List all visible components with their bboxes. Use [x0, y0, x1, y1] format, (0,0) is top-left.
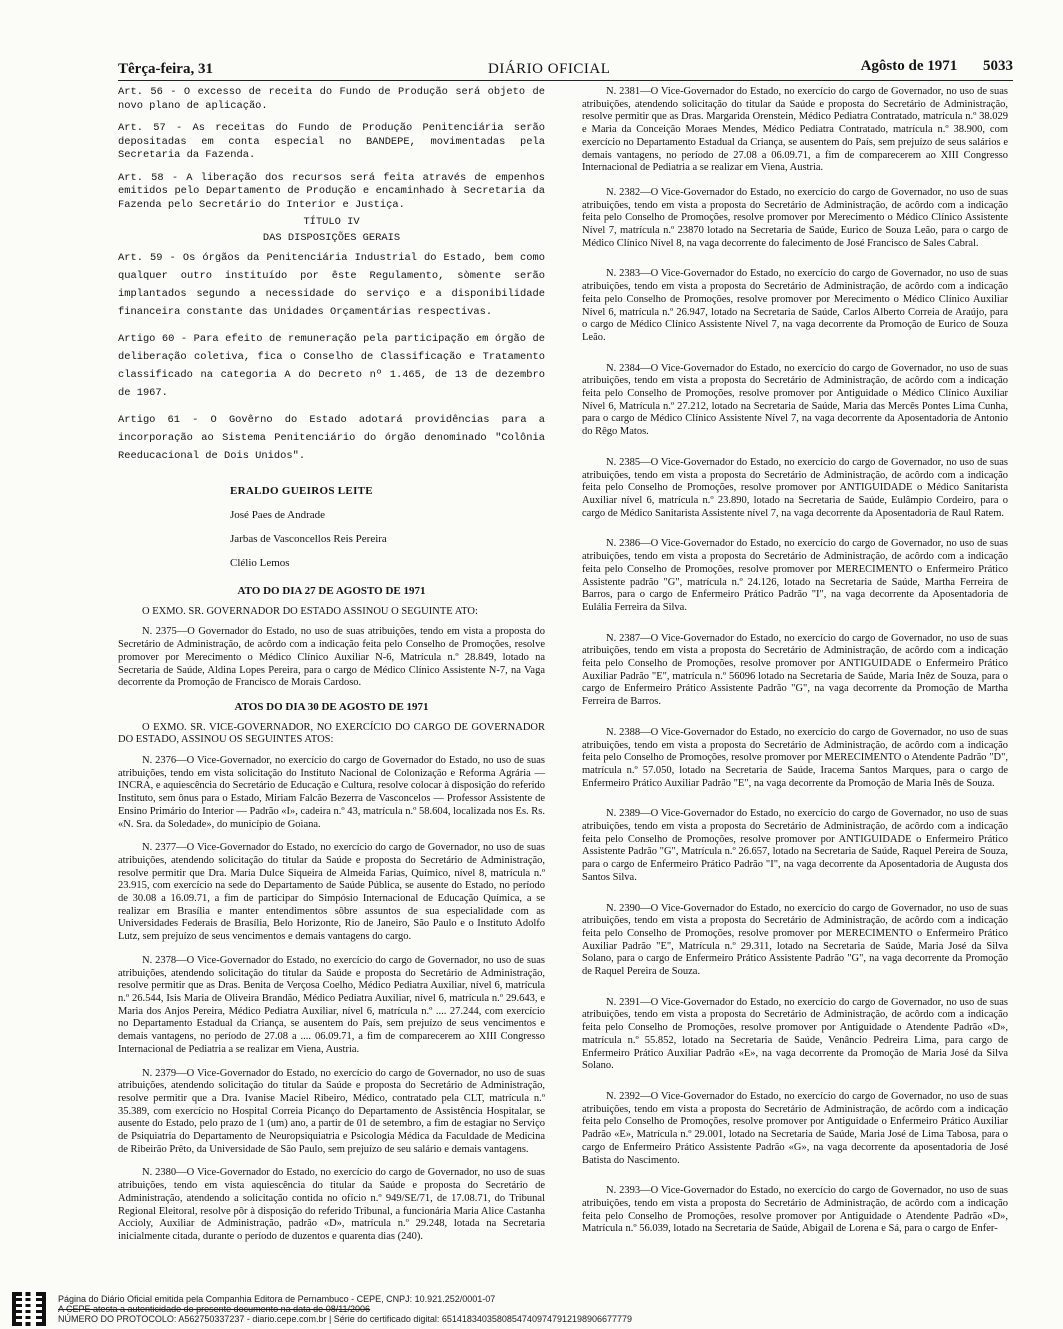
article-61: Artigo 61 - O Govêrno do Estado adotará providências para a incorporação ao Sistema Penitenciário do órgão denominado "Colônia Reeducacional de Dois Unidos".	[118, 414, 545, 462]
act-2387: N. 2387—O Vice-Governador do Estado, no exercício do cargo de Governador, no uso de suas atribuições, tendo em vista a proposta do Secretário de Administração, de acôrdo com a indicação feita pelo Conselho de Promoções, resolve promover por ANTIGUIDADE o Enfermeiro Prático Auxiliar Padrão "E", matrícula n.º 56096 lotado na Secretaria de Saúde, Maria Inêz de Souza, para o cargo de Enfermeiro Prático Assistente Padrão "G", na vaga decorrente da Promoção de Martha Ferreira de Barros.	[582, 632, 1008, 708]
act-2376: N. 2376—O Vice-Governador, no exercício do cargo de Governador do Estado, no uso de suas atribuições, tendo em vista solicitação do Instituto Nacional de Colonização e Reforma Agrária — INCRA, e aquiescência do Secretário de Educação e Cultura, resolve colocar à disposição do referido Instituto, sem ônus para o Estado, Miriam Falcão Bezerra de Vasconcelos — Professor Assistente de Ensino Primário do Interior — Padrão «I», cadeira n.º 43, matrícula n.º 58.604, localizada nos Es. Rs. «N. Sra. da Soledade», do município de Goiana.	[118, 755, 545, 830]
title-iv: TÍTULO IV	[303, 216, 360, 228]
signature-governor: ERALDO GUEIROS LEITE	[230, 485, 373, 497]
issue-date: Agôsto de 1971	[860, 58, 958, 74]
heading-acts-30: ATOS DO DIA 30 DE AGOSTO DE 1971	[234, 700, 429, 713]
page-header	[118, 58, 1013, 80]
act-2384: N. 2384—O Vice-Governador do Estado, no exercício do cargo de Governador, no uso de suas atribuições, tendo em vista a proposta do Secretário de Administração, de acôrdo com a indicação feita pelo Conselho de Promoções, resolve promover por Antiguidade o Médico Clínico Auxiliar Nível 6, Matrícula n.º 27.212, lotado na Secretaria de Saúde, Maria das Mercês Pontes Lima Cunha, para o cargo de Médico Clínico Assistente Nível 7, na vaga decorrente da Aposentadoria de Antonio do Rêgo Matos.	[582, 362, 1008, 438]
act-2388: N. 2388—O Vice-Governador do Estado, no exercício do cargo de Governador, no uso de suas atribuições, tendo em vista a proposta do Secretário de Administração, de acôrdo com a indicação feita pelo Conselho de Promoções, resolve promover por MERECIMENTO o Atendente Padrão "D", matrícula n.º 57.050, lotado na Secretaria de Saúde, Iracema Santos Marques, para o cargo de Enfermeiro Prático Auxiliar Padrão "E", na vaga decorrente da Promoção de Maria Inês de Souza.	[582, 726, 1008, 789]
weekday-label: Têrça-feira, 31	[118, 61, 213, 77]
act-2391: N. 2391—O Vice-Governador do Estado, no exercício do cargo de Governador, no uso de suas atribuições, tendo em vista a proposta do Secretário de Administração, de acôrdo com a indicação feita pelo Conselho de Promoções, resolve promover por Antiguidade o Atendente Padrão «D», matrícula n.º 55.852, lotado na Secretaria de Saúde, Venâncio Pedreira Lima, para cargo de Enfermeiro Prático Auxiliar Padrão «E», na vaga decorrente da Promoção de Maria José da Silva Solano.	[582, 996, 1008, 1072]
act-2385: N. 2385—O Vice-Governador do Estado, no exercício do cargo de Governador, no uso de suas atribuições, tendo em vista a proposta do Secretário de Administração, de acôrdo com a indicação feita pelo Conselho de Promoções, resolve promover por ANTIGUIDADE o Médico Sanitarista Auxiliar nível 6, matrícula n.º 23.890, lotado na Secretaria de Saúde, Eulâmpio Cordeiro, para o cargo de Médico Sanitarista Assistente nível 7, na vaga decorrente da Aposentadoria de Raul Ratem.	[582, 456, 1008, 519]
article-60: Artigo 60 - Para efeito de remuneração pela participação em órgão de deliberação coletiva, fica o Conselho de Classificação e Tratamento classificado na categoria A do Decreto nº 1.465, de 13 de dezembro de 1967.	[118, 333, 545, 399]
signature-2: José Paes de Andrade	[230, 509, 326, 521]
title-general-provisions: DAS DISPOSIÇÕES GERAIS	[262, 231, 401, 244]
article-58: Art. 58 - A liberação dos recursos será feita através de empenhos emitidos pelo Departamento de Produção e encaminhado à Secretaria da Fazenda pelo Secretário do Interior e Justiça.	[118, 171, 545, 211]
header-date-page	[861, 58, 1013, 75]
article-56: Art. 56 - O excesso de receita do Fundo de Produção será objeto de novo plano de aplicação.	[118, 86, 545, 112]
act-2377: N. 2377—O Vice-Governador do Estado, no exercício do cargo de Governador, no uso de suas atribuições, atendendo solicitação do titular da Saúde e proposta do Secretário de Administração, resolve permitir que Dra. Maria Dulce Siqueira de Almeida Farias, Químico, nível 8, matrícula n.º 23.915, com exercício na sede do Departamento de Saúde Pública, se ausente do Estado, no período de 30.08 a 16.09.71, a fim de participar do Simpósio Internacional de Educação Química, a se realizar em Brasília e manter entendimentos sôbre assuntos de sua especialidade com as Universidades Federais de Brasília, Belo Horizonte, Rio de Janeiro, São Paulo e o Instituto Adolfo Lutz, sem prejuízo de seus vencimentos e demais vantagens do cargo.	[118, 842, 545, 943]
act-2379: N. 2379—O Vice-Governador do Estado, no exercício do cargo de Governador, no uso de suas atribuições, atendendo solicitação do titular da Saúde e proposta do Secretário de Administração, resolve permitir que a Dra. Ivanise Maciel Ribeiro, Médico, contratado pela CLT, matrícula n.º 35.389, com exercício no Hospital Correia Picanço do Departamento de Assistência Hospitalar, se ausente do Estado, pelo prazo de 1 (um) ano, a partir de 01 de setembro, a fim de estagiar no Serviço de Psiquiatria do Departamento de Neuropsiquiatria e Psicologia Médica da Faculdade de Medicina de Ribeirão Prêto, da Universidade de São Paulo, sem prejuízo de seu salário e demais vantagens.	[118, 1067, 545, 1155]
article-57: Art. 57 - As receitas do Fundo de Produção Penitenciária serão depositadas em conta especial no BANDEPE, movimentadas pela Secretaria da Fazenda.	[118, 122, 545, 161]
act-2381: N. 2381—O Vice-Governador do Estado, no exercício do cargo de Governador, no uso de suas atribuições, atendendo solicitação do titular da Saúde e proposta do Secretário de Administração, resolve permitir que as Dras. Margarida Orenstein, Médico Pediatra Contratado, matrícula n.º 38.029 e Maria da Conceição Moraes Mendes, Médico Pediatra Contratado, matrícula n.º 38.900, com exercício no Departamento Estadual da Criança, se ausentem do País, sem prejuízo de seus salários e demais vantagens, no período de 27.08 a 06.09.71, a fim de comparecerem ao XIII Congresso Internacional de Pediatria a se realizar em Viena, Austria.	[582, 86, 1008, 174]
footer-authenticity: A CEPE atesta a autenticidade do presente documento na data de 08/11/2006	[58, 1304, 371, 1314]
page-number: 5033	[983, 58, 1013, 74]
act-2380: N. 2380—O Vice-Governador do Estado, no exercício do cargo de Governador, no uso de suas atribuições, tendo em vista aquiescência do titular da Saúde e proposta do Secretário de Administração, atendendo a solicitação contida no ofício n.º 949/SE/71, de 17.08.71, do Tribunal Regional Eleitoral, resolve pôr à disposição do referido Tribunal, a funcionária Maria Alice Castanha Accioly, Auxiliar de Administração, padrão «D», matrícula n.º 29.248, lotada na Secretaria inicialmente citada, durante o período de duzentos e quarenta dias (240).	[118, 1167, 545, 1242]
act-2382: N. 2382—O Vice-Governador do Estado, no exercício do cargo de Governador, no uso de suas atribuições, tendo em vista a proposta do Secretário de Administração, de acôrdo com a indicação feita pelo Conselho de Promoções, resolve promover por Merecimento o Médico Clínico Assistente Nível 7, matrícula n.º 23870 lotado na Secretaria de Saúde, Eurico de Souza Leão, para o cargo de Médico Clínico Nível 8, na vaga decorrente do falecimento de José Francisco de Sales Cabral.	[582, 186, 1008, 249]
act-2383: N. 2383—O Vice-Governador do Estado, no exercício do cargo de Governador, no uso de suas atribuições, tendo em vista a proposta do Secretário de Administração, de acôrdo com a indicação feita pelo Conselho de Promoções, resolve promover por Merecimento o Médico Clínico Auxiliar Nível 6, matrícula n.º 26.947, lotado na Secretaria de Saúde, Carlos Alberto Correia de Araújo, para o cargo de Médico Clínico Assistente Nível 7, na vaga decorrente da Promoção de Eurico de Souza Leão.	[582, 268, 1008, 343]
signature-4: Clélio Lemos	[230, 557, 290, 569]
right-column	[582, 86, 1008, 1236]
left-column	[118, 86, 545, 1255]
intro-acts-30: O EXMO. SR. VICE-GOVERNADOR, NO EXERCÍCIO DO CARGO DE GOVERNADOR DO ESTADO, ASSINOU OS SEGUINTES ATOS:	[118, 721, 545, 746]
signature-3: Jarbas de Vasconcellos Reis Pereira	[230, 533, 387, 545]
footer-protocol: NÚMERO DO PROTOCOLO: A562750337237 - diario.cepe.com.br | Série do certificado digital: 65141834035808547409747912198906677779	[58, 1314, 633, 1324]
act-2386: N. 2386—O Vice-Governador do Estado, no exercício do cargo de Governador, no uso de suas atribuições, tendo em vista a proposta do Secretário de Administração, de acôrdo com a indicação feita pelo Conselho de Promoções, resolve promover por MERECIMENTO o Enfermeiro Prático Assistente padrão "G", matrícula n.º 24.126, lotado na Secretaria de Saúde, Martha Ferreira de Barros, para o cargo de Enfermeiro Prático Padrão "I", na vaga decorrente da Aposentadoria de Eulália Ferreira da Silva.	[582, 538, 1008, 613]
act-2378: N. 2378—O Vice-Governador do Estado, no exercício do cargo de Governador, no uso de suas atribuições, atendendo solicitação do titular da Saúde e proposta do Secretário de Administração, resolve permitir que as Dras. Benita de Verçosa Coelho, Médico Pediatra Auxiliar, nível 6, matrícula n.º 26.544, Isis Maria de Oliveira Brandão, Médico Pediatra Auxiliar, nível 6, matrícula n.º 29.643, e Maria dos Anjos Pereira, Médico Pediatra Auxiliar, nível 6, matrícula n.º .... 27.244, com exercício no Departamento Estadual da Criança, se ausentem do País, sem prejuízo de seus vencimentos e demais vantagens, no período de 27.08 a .... 06.09.71, a fim de comparecerem ao XIII Congresso Internacional de Pediatria a se realizar em Viena, Austria.	[118, 954, 545, 1055]
act-2393: N. 2393—O Vice-Governador do Estado, no exercício do cargo de Governador, no uso de suas atribuições, tendo em vista a proposta do Secretário de Administração, de acôrdo com a indicação feita pelo Conselho de Promoções, resolve promover por Antiguidade o Atendente Padrão «D», Matrícula n.º 56.039, lotado na Secretaria de Saúde, Abigail de Lorena e Sá, para o cargo de Enfer-	[582, 1185, 1008, 1235]
article-59: Art. 59 - Os órgãos da Penitenciária Industrial do Estado, bem como qualquer outro instituído por êste Regulamento, sòmente serão implantados segundo a necessidade do serviço e a disponibilidade financeira constante das Unidades Orçamentárias respectivas.	[118, 252, 545, 318]
act-2390: N. 2390—O Vice-Governador do Estado, no exercício do cargo de Governador, no uso de suas atribuições, tendo em vista a proposta do Secretário de Administração, de acôrdo com a indicação feita pelo Conselho de Promoções, resolve promover por MERECIMENTO o Enfermeiro Prático Auxiliar Padrão "E", Matrícula n.º 29.311, lotado na Secretaria de Saúde, Maria José da Silva Solano, para o cargo de Enfermeiro Prático Assistente Padrão "G", na vaga decorrente da Promoção de Raquel Pereira de Souza.	[582, 902, 1008, 978]
footer-issuer: Página do Diário Oficial emitida pela Companhia Editora de Pernambuco - CEPE, CNPJ: 10.921.252/0001-07	[58, 1294, 496, 1304]
certification-footer	[0, 1292, 1063, 1329]
header-rule	[118, 80, 1013, 81]
intro-act-27: O EXMO. SR. GOVERNADOR DO ESTADO ASSINOU O SEGUINTE ATO:	[142, 605, 478, 617]
act-2389: N. 2389—O Vice-Governador do Estado, no exercício do cargo de Governador, no uso de suas atribuições, tendo em vista a proposta do Secretário de Administração, de acôrdo com a indicação feita pelo Conselho de Promoções, resolve promover por ANTIGUIDADE o Enfermeiro Prático Assistente Padrão "G", Matrícula n.º 26.657, lotado na Secretaria de Saúde, Raquel Pereira de Souza, para o cargo de Enfermeiro Prático Padrão "I", na vaga decorrente da Aposentadoria de Augusta dos Santos Silva.	[582, 808, 1008, 883]
act-2375: N. 2375—O Governador do Estado, no uso de suas atribuições, tendo em vista a proposta do Secretário de Administração, de acôrdo com a indicação feita pelo Conselho de Promoções, resolve promover por Merecimento o Médico Clínico Auxiliar N-6, Matrícula n.º 28.849, lotado na Secretaria de Saúde, Aldina Lopes Pereira, para o cargo de Médico Clínico Assistente N-7, na Vaga decorrente da Promoção de Francisco de Morais Cardoso.	[118, 626, 545, 689]
footer-text	[58, 1294, 632, 1324]
heading-act-27: ATO DO DIA 27 DE AGOSTO DE 1971	[237, 585, 426, 597]
qr-code-icon	[12, 1292, 46, 1326]
act-2392: N. 2392—O Vice-Governador do Estado, no exercício do cargo de Governador, no uso de suas atribuições, tendo em vista a proposta do Secretário de Administração, de acôrdo com a indicação feita pelo Conselho de Promoções, resolve promover por Antiguidade o Enfermeiro Prático Auxiliar Padrão «E», Matrícula n.º 29.001, lotado na Secretaria de Saúde, Maria José de Lima Tabosa, para o cargo de Enfermeiro Prático Assistente Padrão «G», na vaga decorrente da aposentadoria de José Batista do Nascimento.	[582, 1091, 1008, 1166]
newspaper-title: DIÁRIO OFICIAL	[488, 61, 611, 77]
